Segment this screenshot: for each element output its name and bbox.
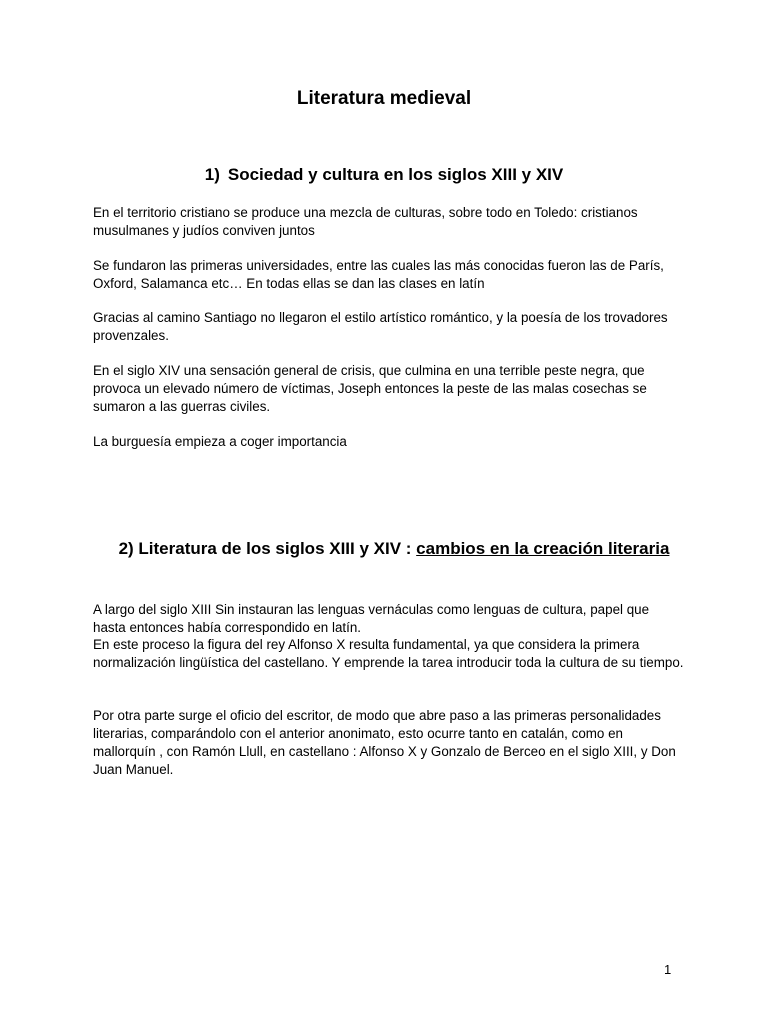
section-1-paragraph-4: En el siglo XIV una sensación general de crisis, que culmina en una terrible peste negra, que provoca un elevado número de víctimas, Joseph entonces la peste de las malas cosechas se sumaron a las guerras civiles.	[93, 363, 647, 414]
section-1-paragraph-1: En el territorio cristiano se produce una mezcla de culturas, sobre todo en Toledo: cristianos musulmanes y judíos conviven juntos	[93, 205, 638, 238]
section-2-paragraph-1-line-1: A largo del siglo XIII Sin instauran las lenguas vernáculas como lenguas de cultura, papel que hasta entonces había correspondido en latín.	[93, 602, 650, 635]
section-1-heading	[0, 164, 768, 186]
section-2-heading	[90, 538, 698, 560]
section-2-paragraph-2: Por otra parte surge el oficio del escritor, de modo que abre paso a las primeras personalidades literarias, comparándolo con el anterior anonimato, esto ocurre tanto en catalán, como en mallorquín , con Ramón Llull, en castellano : Alfonso X y Gonzalo de Berceo en el siglo XIII, y Don Juan Manuel.	[93, 708, 676, 777]
page-title: Literatura medieval	[296, 88, 472, 109]
section-2-paragraph-1-line-2: En este proceso la figura del rey Alfonso X resulta fundamental, ya que considera la primera normalización lingüística del castellano. Y emprende la tarea introducir toda la cultura de su tiempo.	[93, 637, 684, 670]
section-1-paragraph-5: La burguesía empieza a coger importancia	[93, 434, 347, 449]
section-1-paragraph-2: Se fundaron las primeras universidades, entre las cuales las más conocidas fueron las de París, Oxford, Salamanca etc… En todas ellas se dan las clases en latín	[93, 258, 664, 291]
page-number: 1	[664, 962, 672, 977]
section-2-heading-text: 2) Literatura de los siglos XIII y XIV :	[118, 539, 417, 558]
section-1-paragraph-3: Gracias al camino Santiago no llegaron el estilo artístico romántico, y la poesía de los trovadores provenzales.	[93, 310, 668, 343]
section-1-heading-text: Sociedad y cultura en los siglos XIII y XIV	[227, 165, 564, 184]
section-1-number: 1)	[204, 165, 220, 184]
section-2-heading-underlined: cambios en la creación literaria	[416, 539, 670, 558]
